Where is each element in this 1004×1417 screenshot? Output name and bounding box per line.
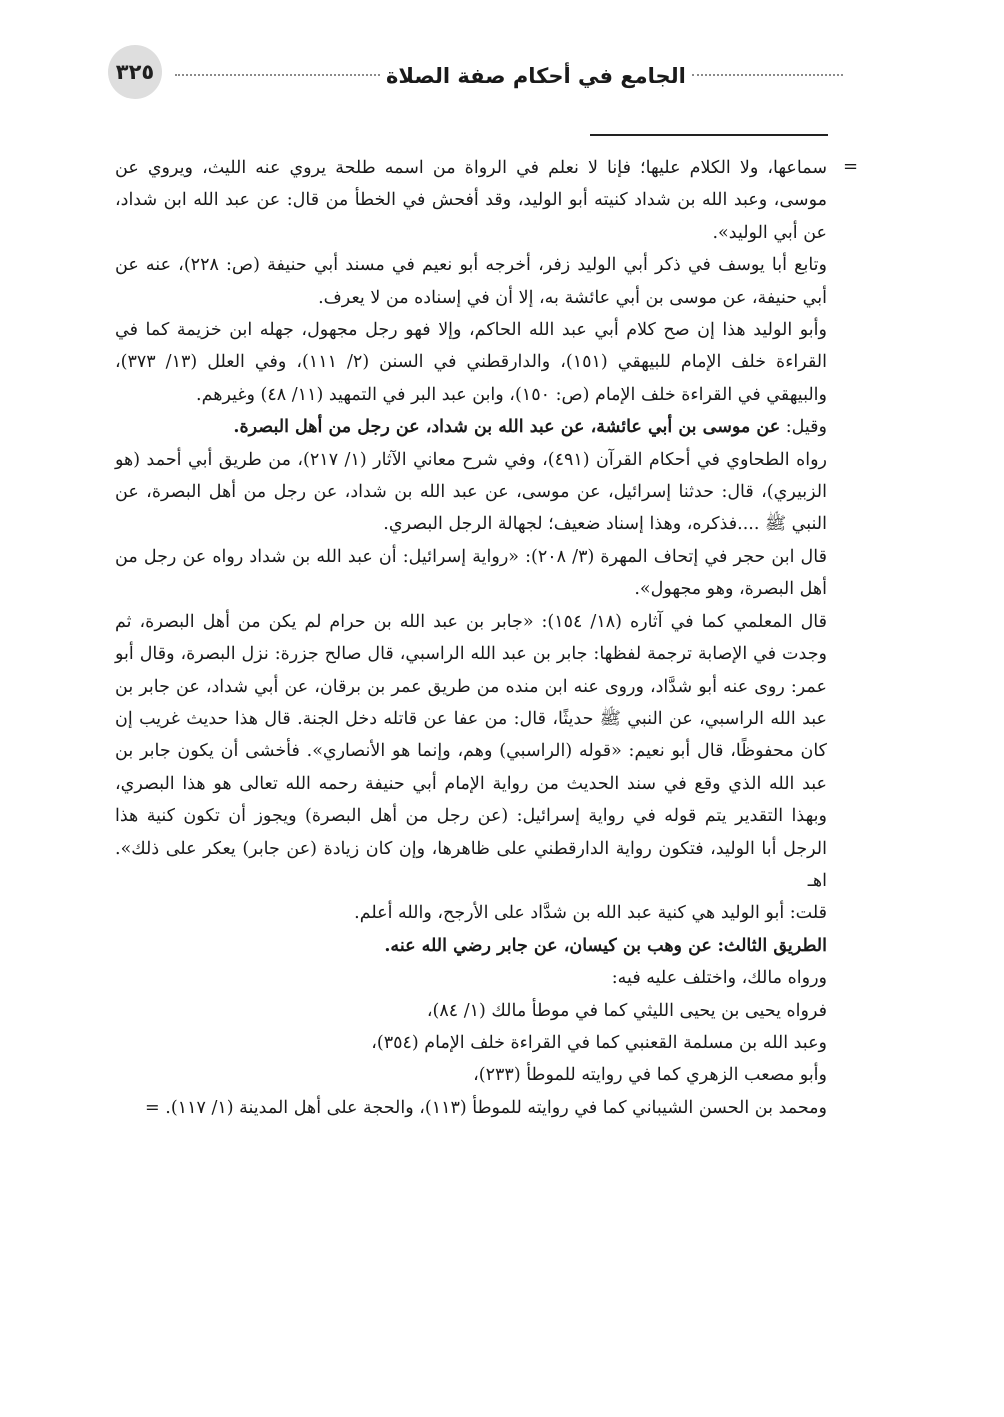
paragraph: رواه الطحاوي في أحكام القرآن (٤٩١)، وفي شرح معاني الآثار (١/ ٢١٧)، من طريق أبي أحمد (هو الزبيري)، قال: حدثنا إسرائيل، عن موسى، عن عبد الله بن شداد، عن رجل من أهل البصرة، عن النبي ﷺ ....فذكره، وهذا إسناد ضعيف؛ لجهالة الرجل البصري. [115,449,827,535]
paragraph-lead: الطريق الثالث: [717,935,827,956]
paragraph: وعبد الله بن مسلمة القعنبي كما في القراءة خلف الإمام (٣٥٤)، [371,1032,827,1053]
paragraph: ومحمد بن الحسن الشيباني كما في روايته للموطأ (١١٣)، والحجة على أهل المدينة (١/ ١١٧). = [145,1097,827,1118]
footnote-rule [590,134,828,136]
running-header [175,52,843,88]
paragraph: قال المعلمي كما في آثاره (١٨/ ١٥٤): «جابر بن عبد الله بن حرام لم يكن من أهل البصرة، ثم وجدت في الإصابة ترجمة لفظها: جابر بن عبد الله الراسبي، قال صالح جزرة: نزل البصرة، وقال أبو عمر: روى عنه أبو شدَّاد، وروى عنه ابن منده من طريق عمر بن برقان، عن أبي شداد، عن جابر بن عبد الله الراسبي، عن النبي ﷺ حديثًا، قال: من عفا عن قاتله دخل الجنة. قال هذا حديث غريب إن كان محفوظًا، قال أبو نعيم: «قوله (الراسبي) وهم، وإنما هو الأنصاري». فأخشى أن يكون جابر بن عبد الله الذي وقع في سند الحديث من رواية الإمام أبي حنيفة رحمه الله تعالى هو هذا البصري، وبهذا التقدير يتم قوله في رواية إسرائيل: (عن رجل من أهل البصرة) ويجوز أن تكون كنية هذا الرجل أبا الوليد، فتكون رواية الدارقطني على ظاهرها، وإن كان زيادة (عن جابر) يعكر على ذلك». اهـ [115,611,827,891]
footnote-body [115,152,827,1124]
continuation-mark: = [843,156,859,177]
paragraph: وأبو مصعب الزهري كما في روايته للموطأ (٢٣٣)، [473,1065,827,1086]
paragraph-bold: عن موسى بن أبي عائشة، عن عبد الله بن شداد، عن رجل من أهل البصرة. [233,417,781,438]
paragraph: قلت: أبو الوليد هي كنية عبد الله بن شدَّاد على الأرجح، والله أعلم. [354,903,827,924]
paragraph: فرواه يحيى بن يحيى الليثي كما في موطأ مالك (١/ ٨٤)، [426,1000,827,1021]
paragraph: وأبو الوليد هذا إن صح كلام أبي عبد الله الحاكم، وإلا فهو رجل مجهول، جهله ابن خزيمة كما في القراءة خلف الإمام للبيهقي (١٥١)، والدارقطني في السنن (٢/ ١١١)، وفي العلل (١٣/ ٣٧٣)، والبيهقي في القراءة خلف الإمام (ص: ١٥٠)، وابن عبد البر في التمهيد (١١/ ٤٨) وغيرهم. [115,320,827,405]
paragraph: وتابع أبا يوسف في ذكر أبي الوليد زفر، أخرجه أبو نعيم في مسند أبي حنيفة (ص: ٢٢٨)، عنه عن أبي حنيفة، عن موسى بن أبي عائشة به، إلا أن في إسناده من لا يعرف. [115,255,827,308]
paragraph [115,930,827,962]
page-number: ٣٢٥ [108,45,162,99]
paragraph [115,411,827,443]
paragraph: قال ابن حجر في إتحاف المهرة (٣/ ٢٠٨): «رواية إسرائيل: أن عبد الله بن شداد رواه عن رجل من أهل البصرة، وهو مجهول». [115,546,827,600]
header-dots-left [175,74,380,76]
paragraph: سماعها، ولا الكلام عليها؛ فإنا لا نعلم في الرواة من اسمه طلحة يروي عنه الليث، ويروي عن موسى، وعبد الله بن شداد كنيته أبو الوليد، وقد أفحش في الخطأ من قال: عن عبد الله ابن شداد، عن أبي الوليد». [115,158,827,243]
paragraph: ورواه مالك، واختلف عليه فيه: [611,968,827,989]
header-dots-right [692,74,843,76]
paragraph-lead: وقيل: [785,417,827,438]
header-title: الجامع في أحكام صفة الصلاة [386,64,686,88]
paragraph-bold: عن وهب بن كيسان، عن جابر رضي الله عنه. [384,935,712,956]
